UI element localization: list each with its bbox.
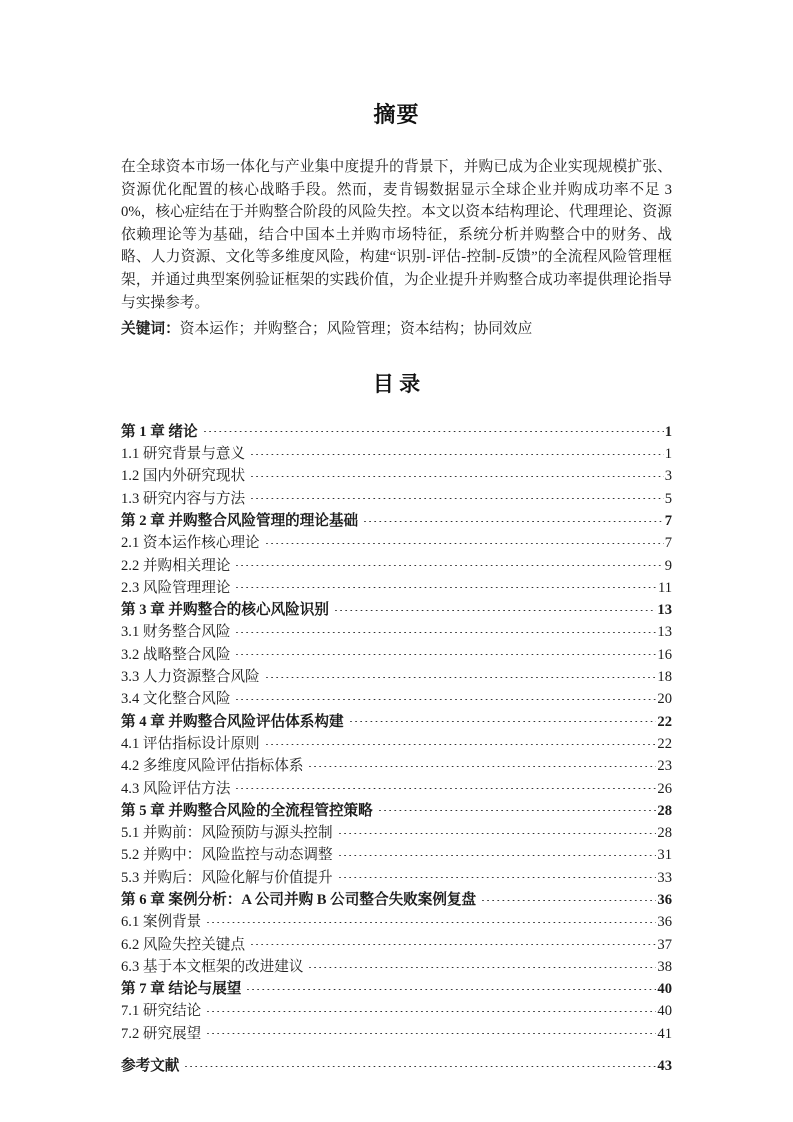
toc-entry-page-number: 13 bbox=[657, 602, 672, 619]
toc-title: 目 录 bbox=[372, 371, 421, 396]
toc-entry-page-number: 1 bbox=[664, 446, 672, 463]
toc-entry-page-number: 28 bbox=[657, 825, 672, 842]
toc-dot-leader bbox=[236, 654, 656, 655]
toc-entry[interactable] bbox=[121, 711, 672, 733]
toc-entry[interactable] bbox=[121, 800, 672, 822]
toc-entry-label: 4.2 多维度风险评估指标体系 bbox=[121, 758, 304, 775]
toc-dot-leader bbox=[266, 744, 657, 745]
keywords-line bbox=[121, 318, 672, 341]
toc-entry-page-number: 26 bbox=[657, 780, 672, 797]
toc-dot-leader bbox=[207, 1033, 656, 1034]
toc-dot-leader bbox=[236, 632, 656, 633]
toc-dot-leader bbox=[266, 677, 657, 678]
toc-entry-label: 5.3 并购后：风险化解与价值提升 bbox=[121, 869, 333, 886]
toc-entry[interactable] bbox=[121, 555, 672, 577]
toc-entry-page-number: 22 bbox=[657, 713, 672, 730]
toc-entry-page-number: 23 bbox=[657, 758, 672, 775]
toc-entry-page-number: 16 bbox=[657, 646, 672, 663]
toc-entry-page-number: 5 bbox=[664, 490, 672, 507]
toc-dot-leader bbox=[185, 1066, 656, 1067]
toc-dot-leader bbox=[236, 565, 663, 566]
toc-entry[interactable] bbox=[121, 778, 672, 800]
toc-entry[interactable] bbox=[121, 465, 672, 487]
toc-entry-label: 参考文献 bbox=[121, 1058, 180, 1075]
toc-entry-label: 7.2 研究展望 bbox=[121, 1025, 202, 1042]
toc-entry[interactable] bbox=[121, 733, 672, 755]
toc-entry[interactable] bbox=[121, 532, 672, 554]
toc-dot-leader bbox=[236, 587, 656, 588]
toc-entry-label: 3.2 战略整合风险 bbox=[121, 646, 231, 663]
toc-entry-page-number: 9 bbox=[664, 557, 672, 574]
toc-entry[interactable] bbox=[121, 644, 672, 666]
toc-entry-page-number: 36 bbox=[657, 891, 672, 908]
abstract-body-text: 在全球资本市场一体化与产业集中度提升的背景下，并购已成为企业实现规模扩张、资源优化配置的核心战略手段。然而，麦肯锡数据显示全球企业并购成功率不足 30%，核心症结在于并购整合阶段的风险失控。本文以资本结构理论、代理理论、资源依赖理论等为基础，结合中国本土并购市场特征，系统分析并购整合中的财务、战略、人力资源、文化等多维度风险，构建“识别-评估-控制-反馈”的全流程风险管理框架，并通过典型案例验证框架的实践价值，为企业提升并购整合成功率提供理论指导与实操参考。 bbox=[121, 159, 672, 311]
toc-entry[interactable] bbox=[121, 934, 672, 956]
toc-dot-leader bbox=[309, 766, 656, 767]
toc-entry-label: 5.2 并购中：风险监控与动态调整 bbox=[121, 847, 333, 864]
toc-entry-label: 6.3 基于本文框架的改进建议 bbox=[121, 958, 304, 975]
abstract-title: 摘要 bbox=[373, 102, 420, 127]
toc-entry[interactable] bbox=[121, 599, 672, 621]
toc-dot-leader bbox=[247, 989, 656, 990]
toc-entry-page-number: 11 bbox=[657, 579, 672, 596]
toc-entry-page-number: 43 bbox=[657, 1058, 672, 1075]
keywords-label: 关键词： bbox=[121, 321, 180, 338]
toc-dot-leader bbox=[251, 498, 664, 499]
toc-entry-page-number: 31 bbox=[657, 847, 672, 864]
toc-dot-leader bbox=[482, 900, 656, 901]
toc-entry-label: 2.2 并购相关理论 bbox=[121, 557, 231, 574]
toc-entry-page-number: 38 bbox=[657, 958, 672, 975]
keywords-value: 资本运作；并购整合；风险管理；资本结构；协同效应 bbox=[179, 321, 533, 338]
toc-entry-page-number: 40 bbox=[657, 981, 672, 998]
toc-entry[interactable] bbox=[121, 867, 672, 889]
toc-entry[interactable] bbox=[121, 1023, 672, 1045]
toc-dot-leader bbox=[339, 877, 657, 878]
toc-dot-leader bbox=[339, 855, 657, 856]
toc-entry-list bbox=[121, 421, 672, 1078]
toc-entry-label: 5.1 并购前：风险预防与源头控制 bbox=[121, 825, 333, 842]
toc-entry-page-number: 22 bbox=[657, 735, 672, 752]
toc-entry[interactable] bbox=[121, 488, 672, 510]
toc-entry-label: 4.3 风险评估方法 bbox=[121, 780, 231, 797]
toc-dot-leader bbox=[339, 833, 657, 834]
toc-entry[interactable] bbox=[121, 822, 672, 844]
toc-entry-page-number: 13 bbox=[657, 624, 672, 641]
toc-entry-label: 1.3 研究内容与方法 bbox=[121, 490, 246, 507]
toc-entry-label: 2.1 资本运作核心理论 bbox=[121, 535, 260, 552]
toc-entry[interactable] bbox=[121, 443, 672, 465]
toc-dot-leader bbox=[379, 810, 657, 811]
toc-entry[interactable] bbox=[121, 421, 672, 443]
toc-entry-label: 1.2 国内外研究现状 bbox=[121, 468, 246, 485]
toc-dot-leader bbox=[207, 1011, 656, 1012]
toc-entry[interactable] bbox=[121, 688, 672, 710]
toc-entry[interactable] bbox=[121, 1055, 672, 1077]
toc-entry-label: 2.3 风险管理理论 bbox=[121, 579, 231, 596]
toc-entry-page-number: 41 bbox=[657, 1025, 672, 1042]
toc-entry-label: 1.1 研究背景与意义 bbox=[121, 446, 246, 463]
toc-entry[interactable] bbox=[121, 1000, 672, 1022]
toc-entry-label: 第 2 章 并购整合风险管理的理论基础 bbox=[121, 512, 359, 529]
toc-entry-page-number: 18 bbox=[657, 669, 672, 686]
toc-entry-label: 第 1 章 绪论 bbox=[121, 423, 198, 440]
toc-dot-leader bbox=[236, 788, 656, 789]
toc-entry[interactable] bbox=[121, 755, 672, 777]
toc-entry-label: 3.4 文化整合风险 bbox=[121, 691, 231, 708]
toc-entry-page-number: 20 bbox=[657, 691, 672, 708]
toc-dot-leader bbox=[204, 431, 664, 432]
toc-dot-leader bbox=[266, 543, 664, 544]
toc-entry-page-number: 40 bbox=[657, 1003, 672, 1020]
toc-entry[interactable] bbox=[121, 510, 672, 532]
toc-entry-label: 6.1 案例背景 bbox=[121, 914, 202, 931]
toc-entry-label: 第 7 章 结论与展望 bbox=[121, 981, 242, 998]
toc-dot-leader bbox=[251, 476, 664, 477]
toc-entry-page-number: 1 bbox=[664, 423, 672, 440]
toc-dot-leader bbox=[251, 944, 656, 945]
toc-entry-label: 3.1 财务整合风险 bbox=[121, 624, 231, 641]
toc-dot-leader bbox=[309, 967, 656, 968]
toc-entry-page-number: 7 bbox=[664, 512, 672, 529]
toc-entry[interactable] bbox=[121, 911, 672, 933]
toc-dot-leader bbox=[251, 454, 664, 455]
toc-entry-page-number: 28 bbox=[657, 802, 672, 819]
toc-dot-leader bbox=[207, 922, 656, 923]
toc-entry[interactable] bbox=[121, 956, 672, 978]
toc-entry[interactable] bbox=[121, 621, 672, 643]
toc-dot-leader bbox=[335, 610, 656, 611]
toc-entry-page-number: 36 bbox=[657, 914, 672, 931]
toc-dot-leader bbox=[236, 699, 656, 700]
toc-entry-page-number: 33 bbox=[657, 869, 672, 886]
toc-entry-page-number: 37 bbox=[657, 936, 672, 953]
toc-entry-label: 第 5 章 并购整合风险的全流程管控策略 bbox=[121, 802, 373, 819]
table-of-contents bbox=[121, 369, 672, 1078]
toc-entry[interactable] bbox=[121, 978, 672, 1000]
toc-entry-label: 第 4 章 并购整合风险评估体系构建 bbox=[121, 713, 344, 730]
toc-entry-page-number: 7 bbox=[664, 535, 672, 552]
toc-entry[interactable] bbox=[121, 577, 672, 599]
toc-entry-page-number: 3 bbox=[664, 468, 672, 485]
toc-entry-label: 7.1 研究结论 bbox=[121, 1003, 202, 1020]
toc-dot-leader bbox=[364, 521, 664, 522]
toc-entry[interactable] bbox=[121, 666, 672, 688]
toc-entry-label: 第 3 章 并购整合的核心风险识别 bbox=[121, 602, 329, 619]
toc-entry[interactable] bbox=[121, 844, 672, 866]
abstract-section bbox=[121, 100, 672, 341]
toc-entry-label: 第 6 章 案例分析：A 公司并购 B 公司整合失败案例复盘 bbox=[121, 891, 477, 908]
toc-entry-label: 6.2 风险失控关键点 bbox=[121, 936, 246, 953]
toc-entry-label: 3.3 人力资源整合风险 bbox=[121, 669, 260, 686]
toc-dot-leader bbox=[350, 721, 657, 722]
toc-entry-label: 4.1 评估指标设计原则 bbox=[121, 735, 260, 752]
toc-entry[interactable] bbox=[121, 889, 672, 911]
